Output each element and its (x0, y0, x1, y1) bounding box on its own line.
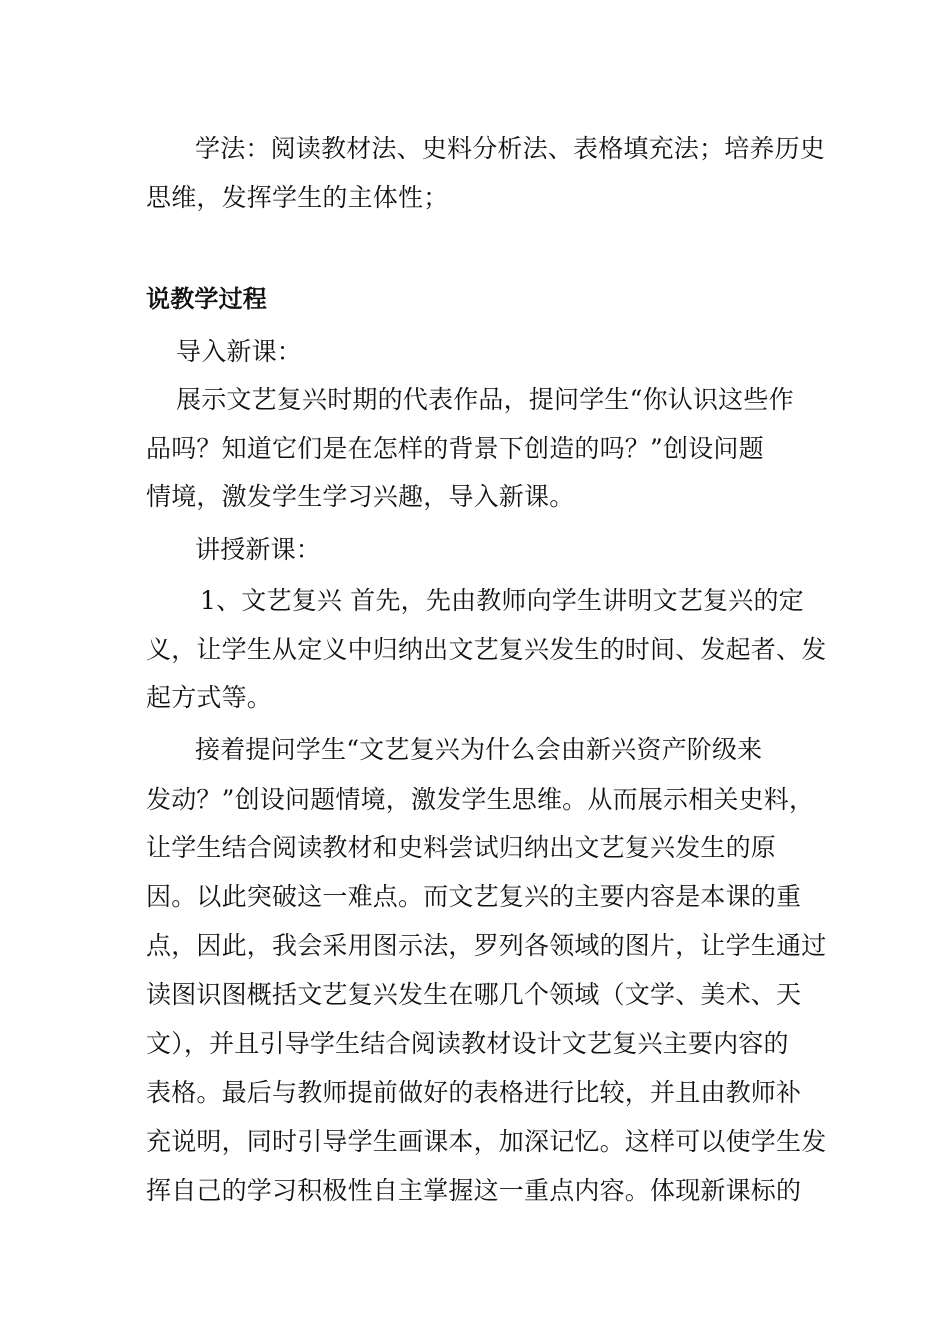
paragraph-introduction-line-3: 情境，激发学生学习兴趣，导入新课。 (146, 482, 575, 511)
subheading-teach-new-lesson: 讲授新课： (195, 535, 322, 564)
paragraph-introduction-line-2: 品吗？知道它们是在怎样的背景下创造的吗？”创设问题 (146, 434, 764, 463)
paragraph-causes-line-3: 让学生结合阅读教材和史料尝试归纳出文艺复兴发生的原 (146, 833, 777, 862)
paragraph-causes-line-4: 因。以此突破这一难点。而文艺复兴的主要内容是本课的重 (146, 882, 802, 911)
paragraph-causes-line-1: 接着提问学生“文艺复兴为什么会由新兴资产阶级来 (195, 735, 763, 764)
paragraph-learning-methods-line-2: 思维，发挥学生的主体性； (146, 183, 449, 212)
paragraph-causes-line-9: 充说明，同时引导学生画课本，加深记忆。这样可以使学生发 (146, 1127, 827, 1156)
paragraph-causes-line-10: 挥自己的学习积极性自主掌握这一重点内容。体现新课标的 (146, 1176, 802, 1205)
paragraph-renaissance-line-3: 起方式等。 (146, 683, 273, 712)
paragraph-causes-line-5: 点，因此，我会采用图示法，罗列各领域的图片，让学生通过 (146, 931, 827, 960)
paragraph-causes-line-6: 读图识图概括文艺复兴发生在哪几个领域（文学、美术、天 (146, 980, 802, 1009)
paragraph-causes-line-8: 表格。最后与教师提前做好的表格进行比较，并且由教师补 (146, 1078, 802, 1107)
paragraph-renaissance-line-1: 1、文艺复兴 首先，先由教师向学生讲明文艺复兴的定 (200, 586, 804, 615)
section-heading-teaching-process: 说教学过程 (146, 285, 267, 313)
paragraph-introduction-line-1: 展示文艺复兴时期的代表作品，提问学生“你认识这些作 (176, 385, 794, 414)
paragraph-renaissance-line-2: 义，让学生从定义中归纳出文艺复兴发生的时间、发起者、发 (146, 635, 827, 664)
paragraph-learning-methods-line-1: 学法：阅读教材法、史料分析法、表格填充法；培养历史 (195, 134, 826, 163)
paragraph-causes-line-2: 发动？”创设问题情境，激发学生思维。从而展示相关史料， (146, 785, 815, 814)
subheading-introduce-lesson: 导入新课： (176, 337, 303, 366)
paragraph-causes-line-7: 文），并且引导学生结合阅读教材设计文艺复兴主要内容的 (146, 1029, 789, 1058)
